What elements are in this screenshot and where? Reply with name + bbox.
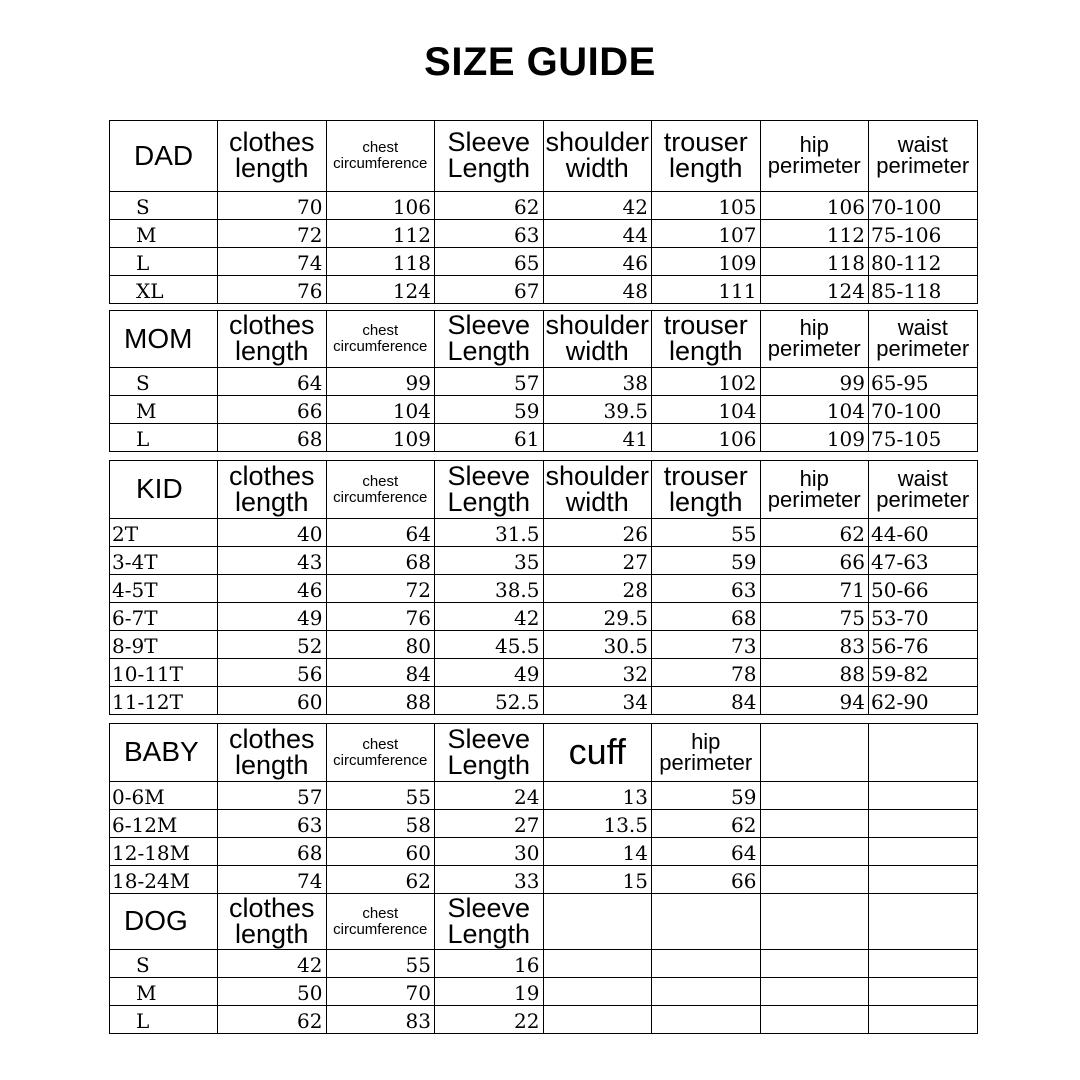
chest-cell: 112 <box>326 220 435 248</box>
header-trouser-length: trouser length <box>652 311 761 368</box>
dog-header-row <box>110 894 978 950</box>
kid-header-row <box>110 461 978 519</box>
empty-cell <box>760 950 869 978</box>
size-cell: S <box>110 368 218 396</box>
empty-cell <box>760 810 869 838</box>
table-row <box>110 575 978 603</box>
chest-cell: 88 <box>326 687 435 715</box>
cuff-cell: 14 <box>543 838 652 866</box>
waist-cell: 62-90 <box>869 687 978 715</box>
size-cell: 8-9T <box>110 631 218 659</box>
sleeve-cell: 52.5 <box>435 687 544 715</box>
header-clothes-length: clothes length <box>218 724 327 782</box>
empty-cell <box>869 724 978 782</box>
chest-cell: 118 <box>326 248 435 276</box>
shoulder-cell: 34 <box>543 687 652 715</box>
sleeve-cell: 19 <box>435 978 544 1006</box>
header-sleeve-length: Sleeve Length <box>435 894 544 950</box>
header-cuff: cuff <box>543 724 652 782</box>
size-cell: S <box>110 950 218 978</box>
empty-cell <box>869 978 978 1006</box>
size-cell: 18-24M <box>110 866 218 894</box>
size-cell: 0-6M <box>110 782 218 810</box>
header-shoulder-width: shoulder width <box>543 121 652 192</box>
clothes-length-cell: 66 <box>218 396 327 424</box>
section-label-dog: DOG <box>110 894 218 950</box>
table-row <box>110 950 978 978</box>
hip-cell: 62 <box>652 810 761 838</box>
empty-cell <box>652 894 761 950</box>
waist-cell: 80-112 <box>869 248 978 276</box>
empty-cell <box>869 950 978 978</box>
shoulder-cell: 41 <box>543 424 652 452</box>
dad-size-table <box>109 120 978 304</box>
waist-cell: 75-105 <box>869 424 978 452</box>
hip-cell: 94 <box>760 687 869 715</box>
hip-cell: 83 <box>760 631 869 659</box>
empty-cell <box>652 1006 761 1034</box>
sleeve-cell: 57 <box>435 368 544 396</box>
shoulder-cell: 32 <box>543 659 652 687</box>
hip-cell: 124 <box>760 276 869 304</box>
sleeve-cell: 31.5 <box>435 519 544 547</box>
waist-cell: 70-100 <box>869 192 978 220</box>
trouser-cell: 84 <box>652 687 761 715</box>
size-cell: 10-11T <box>110 659 218 687</box>
empty-cell <box>652 950 761 978</box>
header-chest-circumference: chest circumference <box>326 894 435 950</box>
chest-cell: 109 <box>326 424 435 452</box>
header-chest-circumference: chest circumference <box>326 311 435 368</box>
shoulder-cell: 42 <box>543 192 652 220</box>
sleeve-cell: 67 <box>435 276 544 304</box>
clothes-length-cell: 64 <box>218 368 327 396</box>
chest-cell: 76 <box>326 603 435 631</box>
chest-cell: 58 <box>326 810 435 838</box>
sleeve-cell: 61 <box>435 424 544 452</box>
table-row <box>110 519 978 547</box>
header-chest-circumference: chest circumference <box>326 461 435 519</box>
empty-cell <box>760 782 869 810</box>
clothes-length-cell: 62 <box>218 1006 327 1034</box>
hip-cell: 99 <box>760 368 869 396</box>
sleeve-cell: 30 <box>435 838 544 866</box>
size-cell: 11-12T <box>110 687 218 715</box>
table-row <box>110 547 978 575</box>
chest-cell: 72 <box>326 575 435 603</box>
clothes-length-cell: 68 <box>218 424 327 452</box>
trouser-cell: 109 <box>652 248 761 276</box>
empty-cell <box>869 810 978 838</box>
cuff-cell: 13 <box>543 782 652 810</box>
chest-cell: 68 <box>326 547 435 575</box>
chest-cell: 60 <box>326 838 435 866</box>
empty-cell <box>869 838 978 866</box>
clothes-length-cell: 43 <box>218 547 327 575</box>
section-label-mom: MOM <box>110 311 218 368</box>
sleeve-cell: 38.5 <box>435 575 544 603</box>
mom-size-table <box>109 310 978 452</box>
table-row <box>110 631 978 659</box>
waist-cell: 70-100 <box>869 396 978 424</box>
trouser-cell: 59 <box>652 547 761 575</box>
chest-cell: 99 <box>326 368 435 396</box>
shoulder-cell: 46 <box>543 248 652 276</box>
trouser-cell: 68 <box>652 603 761 631</box>
waist-cell: 56-76 <box>869 631 978 659</box>
cuff-cell: 13.5 <box>543 810 652 838</box>
hip-cell: 64 <box>652 838 761 866</box>
clothes-length-cell: 57 <box>218 782 327 810</box>
shoulder-cell: 39.5 <box>543 396 652 424</box>
sleeve-cell: 45.5 <box>435 631 544 659</box>
hip-cell: 66 <box>652 866 761 894</box>
clothes-length-cell: 74 <box>218 248 327 276</box>
table-row <box>110 424 978 452</box>
header-hip-perimeter: hip perimeter <box>760 461 869 519</box>
header-shoulder-width: shoulder width <box>543 461 652 519</box>
size-cell: 6-7T <box>110 603 218 631</box>
hip-cell: 88 <box>760 659 869 687</box>
header-waist-perimeter: waist perimeter <box>869 311 978 368</box>
shoulder-cell: 38 <box>543 368 652 396</box>
header-hip-perimeter: hip perimeter <box>760 121 869 192</box>
trouser-cell: 78 <box>652 659 761 687</box>
sleeve-cell: 59 <box>435 396 544 424</box>
header-waist-perimeter: waist perimeter <box>869 461 978 519</box>
chest-cell: 62 <box>326 866 435 894</box>
clothes-length-cell: 68 <box>218 838 327 866</box>
chest-cell: 124 <box>326 276 435 304</box>
dad-header-row <box>110 121 978 192</box>
trouser-cell: 111 <box>652 276 761 304</box>
table-row <box>110 603 978 631</box>
empty-cell <box>869 894 978 950</box>
sleeve-cell: 16 <box>435 950 544 978</box>
table-row <box>110 978 978 1006</box>
clothes-length-cell: 40 <box>218 519 327 547</box>
trouser-cell: 106 <box>652 424 761 452</box>
chest-cell: 55 <box>326 950 435 978</box>
clothes-length-cell: 52 <box>218 631 327 659</box>
hip-cell: 62 <box>760 519 869 547</box>
clothes-length-cell: 70 <box>218 192 327 220</box>
baby-header-row <box>110 724 978 782</box>
empty-cell <box>543 894 652 950</box>
waist-cell: 53-70 <box>869 603 978 631</box>
size-cell: 12-18M <box>110 838 218 866</box>
empty-cell <box>760 894 869 950</box>
size-cell: 2T <box>110 519 218 547</box>
size-cell: M <box>110 220 218 248</box>
table-row <box>110 659 978 687</box>
chest-cell: 70 <box>326 978 435 1006</box>
header-clothes-length: clothes length <box>218 894 327 950</box>
shoulder-cell: 27 <box>543 547 652 575</box>
hip-cell: 112 <box>760 220 869 248</box>
trouser-cell: 55 <box>652 519 761 547</box>
section-label-kid: KID <box>110 461 218 519</box>
clothes-length-cell: 42 <box>218 950 327 978</box>
size-cell: 4-5T <box>110 575 218 603</box>
empty-cell <box>543 950 652 978</box>
size-cell: 6-12M <box>110 810 218 838</box>
mom-header-row <box>110 311 978 368</box>
section-label-baby: BABY <box>110 724 218 782</box>
chest-cell: 80 <box>326 631 435 659</box>
clothes-length-cell: 49 <box>218 603 327 631</box>
header-trouser-length: trouser length <box>652 461 761 519</box>
header-trouser-length: trouser length <box>652 121 761 192</box>
header-hip-perimeter: hip perimeter <box>760 311 869 368</box>
shoulder-cell: 29.5 <box>543 603 652 631</box>
empty-cell <box>760 1006 869 1034</box>
sleeve-cell: 24 <box>435 782 544 810</box>
clothes-length-cell: 50 <box>218 978 327 1006</box>
table-row <box>110 368 978 396</box>
clothes-length-cell: 60 <box>218 687 327 715</box>
waist-cell: 44-60 <box>869 519 978 547</box>
shoulder-cell: 48 <box>543 276 652 304</box>
sleeve-cell: 49 <box>435 659 544 687</box>
shoulder-cell: 44 <box>543 220 652 248</box>
table-row <box>110 220 978 248</box>
empty-cell <box>760 978 869 1006</box>
clothes-length-cell: 76 <box>218 276 327 304</box>
table-row <box>110 687 978 715</box>
empty-cell <box>760 724 869 782</box>
shoulder-cell: 30.5 <box>543 631 652 659</box>
trouser-cell: 105 <box>652 192 761 220</box>
shoulder-cell: 28 <box>543 575 652 603</box>
table-row <box>110 810 978 838</box>
chest-cell: 106 <box>326 192 435 220</box>
sleeve-cell: 35 <box>435 547 544 575</box>
section-label-dad: DAD <box>110 121 218 192</box>
header-clothes-length: clothes length <box>218 461 327 519</box>
empty-cell <box>869 1006 978 1034</box>
waist-cell: 59-82 <box>869 659 978 687</box>
header-chest-circumference: chest circumference <box>326 724 435 782</box>
empty-cell <box>652 978 761 1006</box>
table-row <box>110 248 978 276</box>
trouser-cell: 104 <box>652 396 761 424</box>
sleeve-cell: 33 <box>435 866 544 894</box>
chest-cell: 64 <box>326 519 435 547</box>
chest-cell: 55 <box>326 782 435 810</box>
sleeve-cell: 22 <box>435 1006 544 1034</box>
waist-cell: 47-63 <box>869 547 978 575</box>
trouser-cell: 102 <box>652 368 761 396</box>
empty-cell <box>760 838 869 866</box>
table-row <box>110 276 978 304</box>
size-cell: S <box>110 192 218 220</box>
clothes-length-cell: 63 <box>218 810 327 838</box>
size-cell: XL <box>110 276 218 304</box>
baby-dog-size-table <box>109 723 978 1034</box>
header-clothes-length: clothes length <box>218 121 327 192</box>
empty-cell <box>543 1006 652 1034</box>
empty-cell <box>543 978 652 1006</box>
header-sleeve-length: Sleeve Length <box>435 121 544 192</box>
chest-cell: 104 <box>326 396 435 424</box>
header-sleeve-length: Sleeve Length <box>435 724 544 782</box>
trouser-cell: 107 <box>652 220 761 248</box>
table-row <box>110 192 978 220</box>
clothes-length-cell: 72 <box>218 220 327 248</box>
hip-cell: 71 <box>760 575 869 603</box>
header-hip-perimeter: hip perimeter <box>652 724 761 782</box>
empty-cell <box>869 866 978 894</box>
sleeve-cell: 62 <box>435 192 544 220</box>
size-cell: L <box>110 248 218 276</box>
waist-cell: 85-118 <box>869 276 978 304</box>
trouser-cell: 63 <box>652 575 761 603</box>
table-row <box>110 1006 978 1034</box>
size-cell: 3-4T <box>110 547 218 575</box>
waist-cell: 50-66 <box>869 575 978 603</box>
waist-cell: 65-95 <box>869 368 978 396</box>
chest-cell: 84 <box>326 659 435 687</box>
sleeve-cell: 27 <box>435 810 544 838</box>
shoulder-cell: 26 <box>543 519 652 547</box>
kid-size-table <box>109 460 978 715</box>
hip-cell: 66 <box>760 547 869 575</box>
hip-cell: 109 <box>760 424 869 452</box>
header-shoulder-width: shoulder width <box>543 311 652 368</box>
cuff-cell: 15 <box>543 866 652 894</box>
clothes-length-cell: 56 <box>218 659 327 687</box>
table-row <box>110 866 978 894</box>
hip-cell: 75 <box>760 603 869 631</box>
table-row <box>110 396 978 424</box>
waist-cell: 75-106 <box>869 220 978 248</box>
sleeve-cell: 63 <box>435 220 544 248</box>
hip-cell: 106 <box>760 192 869 220</box>
header-clothes-length: clothes length <box>218 311 327 368</box>
clothes-length-cell: 74 <box>218 866 327 894</box>
header-waist-perimeter: waist perimeter <box>869 121 978 192</box>
size-cell: M <box>110 978 218 1006</box>
chest-cell: 83 <box>326 1006 435 1034</box>
header-chest-circumference: chest circumference <box>326 121 435 192</box>
trouser-cell: 73 <box>652 631 761 659</box>
hip-cell: 59 <box>652 782 761 810</box>
hip-cell: 118 <box>760 248 869 276</box>
header-sleeve-length: Sleeve Length <box>435 311 544 368</box>
size-cell: M <box>110 396 218 424</box>
table-row <box>110 782 978 810</box>
header-sleeve-length: Sleeve Length <box>435 461 544 519</box>
page-title: SIZE GUIDE <box>424 40 656 84</box>
hip-cell: 104 <box>760 396 869 424</box>
size-cell: L <box>110 424 218 452</box>
clothes-length-cell: 46 <box>218 575 327 603</box>
size-cell: L <box>110 1006 218 1034</box>
sleeve-cell: 42 <box>435 603 544 631</box>
table-row <box>110 838 978 866</box>
empty-cell <box>760 866 869 894</box>
empty-cell <box>869 782 978 810</box>
sleeve-cell: 65 <box>435 248 544 276</box>
